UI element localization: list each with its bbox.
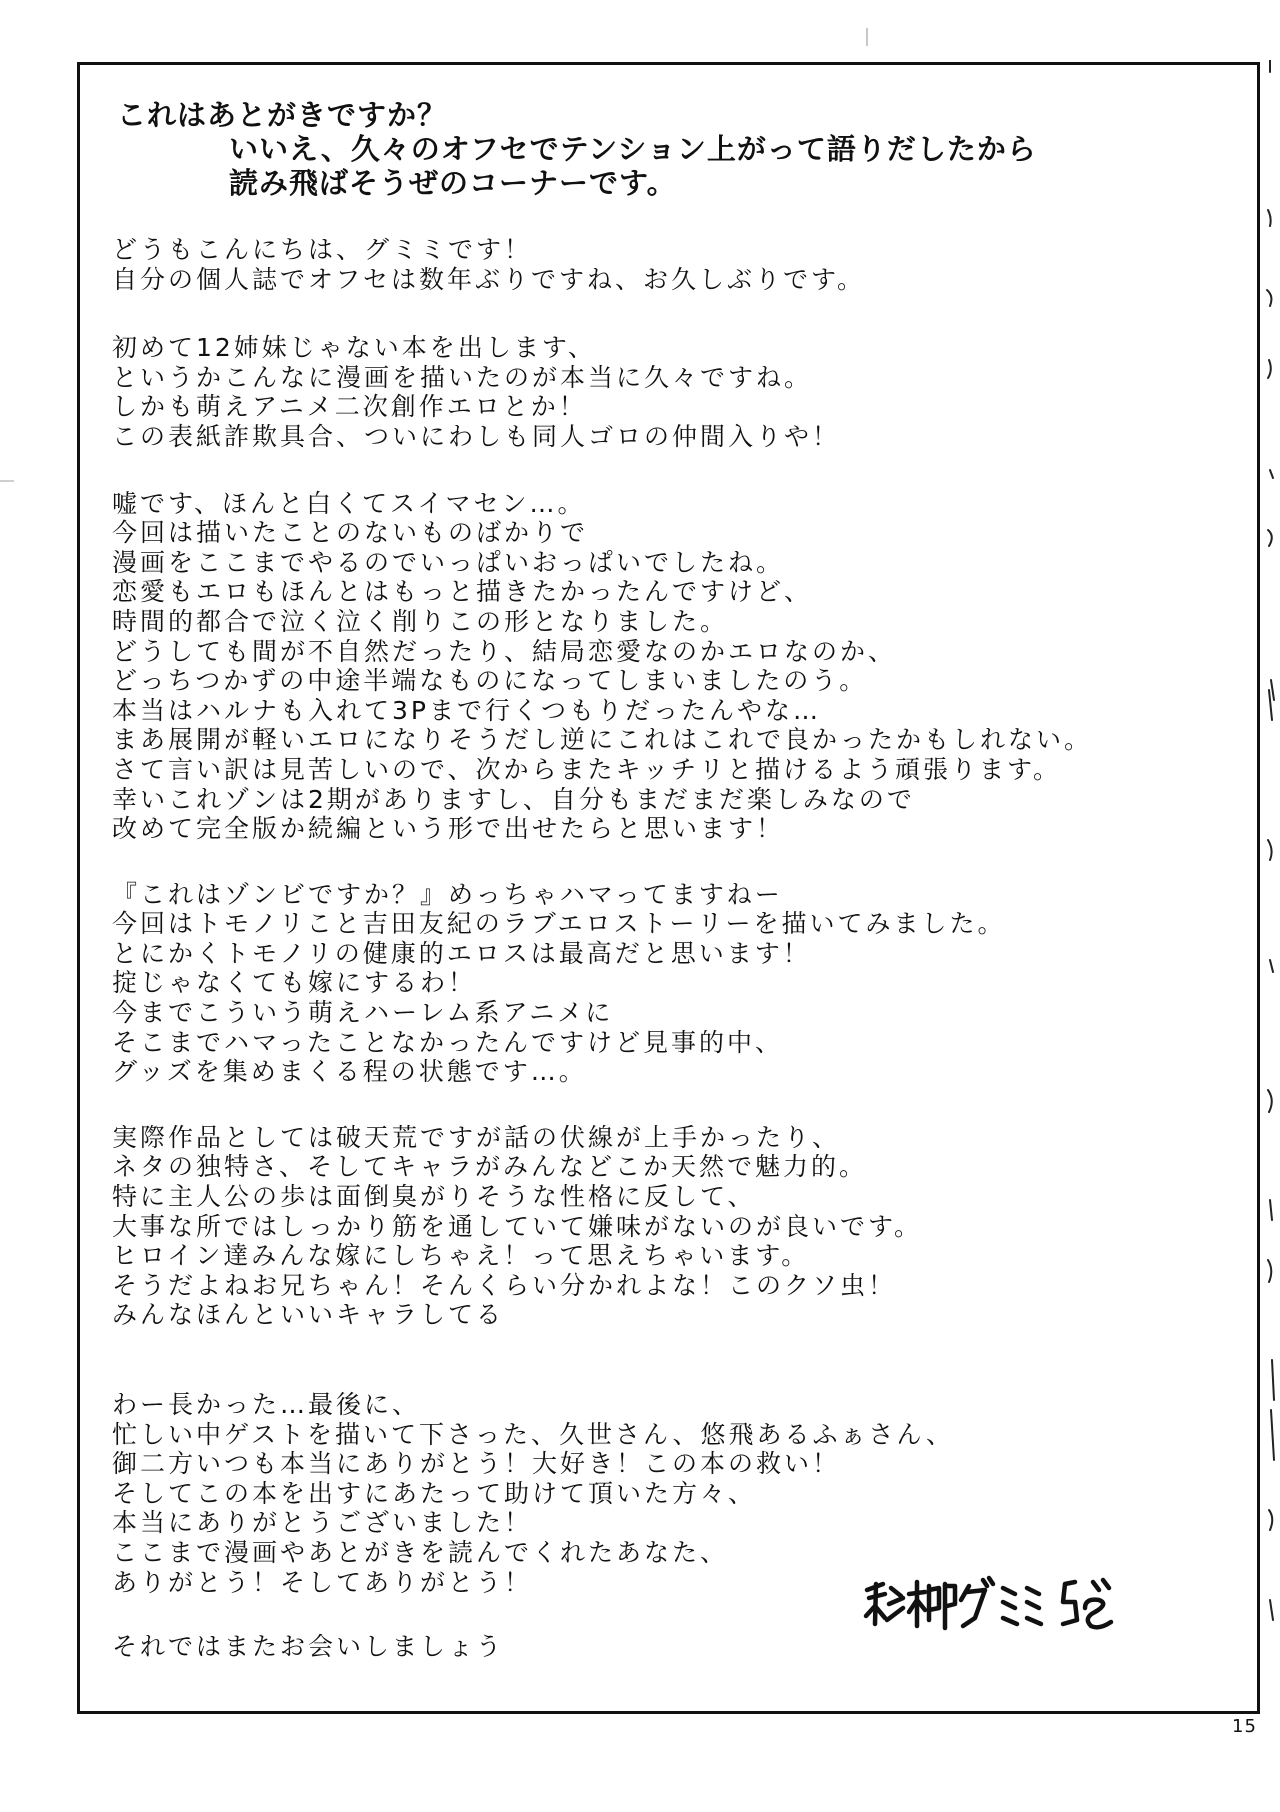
text-line: 特に主人公の歩は面倒臭がりそうな性格に反して、 xyxy=(112,1182,756,1212)
text-line: 今回はトモノリこと吉田友紀のラブエロストーリーを描いてみました。 xyxy=(112,909,1006,939)
text-line: 今回は描いたことのないものばかりで xyxy=(112,518,589,548)
scan-margin-marks xyxy=(1262,60,1280,1740)
text-line: それではまたお会いしましょう xyxy=(112,1632,505,1662)
author-signature xyxy=(863,1568,1143,1638)
text-line: 恋愛もエロもほんとはもっと描きたかったんですけど、 xyxy=(112,577,813,607)
text-line: 本当にありがとうございました！ xyxy=(112,1508,533,1538)
afterword-heading xyxy=(117,98,1037,200)
text-line: 忙しい中ゲストを描いて下さった、久世さん、悠飛あるふぁさん、 xyxy=(112,1419,955,1449)
text-line: 『これはゾンビですか？』めっちゃハマってますねー xyxy=(112,879,783,909)
paragraph-series-review xyxy=(112,1123,1092,1330)
text-line: ここまで漫画やあとがきを読んでくれたあなた、 xyxy=(112,1537,729,1567)
text-line: グッズを集めまくる程の状態です…。 xyxy=(112,1057,587,1087)
paragraph-thanks xyxy=(112,1390,1092,1597)
text-line: 掟じゃなくても嫁にするわ！ xyxy=(112,968,477,998)
text-line: 実際作品としては破天荒ですが話の伏線が上手かったり、 xyxy=(112,1122,841,1152)
text-line: 幸いこれゾンは2期がありますし、自分もまだまだ楽しみなので xyxy=(112,784,915,814)
heading-line-2: いいえ、久々のオフセでテンション上がって語りだしたから xyxy=(229,132,1037,166)
text-line: そこまでハマったことなかったんですけど見事的中、 xyxy=(112,1027,784,1057)
scan-mark-left xyxy=(0,480,14,482)
text-line: 大事な所ではしっかり筋を通していて嫌味がないのが良いです。 xyxy=(112,1211,923,1241)
text-line: どっちつかずの中途半端なものになってしまいましたのう。 xyxy=(112,666,868,696)
text-line: 漫画をここまでやるのでいっぱいおっぱいでしたね。 xyxy=(112,547,785,577)
text-line: どうしても間が不自然だったり、結局恋愛なのかエロなのか、 xyxy=(112,636,897,666)
paragraph-greeting xyxy=(112,235,1092,294)
paragraph-intro xyxy=(112,333,1092,451)
heading-line-3: 読み飛ばそうぜのコーナーです。 xyxy=(229,166,677,200)
text-line: ヒロイン達みんな嫁にしちゃえ！って思えちゃいます。 xyxy=(112,1241,810,1271)
text-line: みんなほんといいキャラしてる xyxy=(112,1300,505,1330)
text-line: まあ展開が軽いエロになりそうだし逆にこれはこれで良かったかもしれない。 xyxy=(112,725,1093,755)
heading-line-1: これはあとがきですか？ xyxy=(117,98,448,132)
scan-mark-top xyxy=(866,28,868,46)
text-line: ありがとう！そしてありがとう！ xyxy=(112,1567,533,1597)
text-line: というかこんなに漫画を描いたのが本当に久々ですね。 xyxy=(112,362,813,392)
text-line: 御二方いつも本当にありがとう！大好き！この本の救い！ xyxy=(112,1449,841,1479)
text-line: そうだよねお兄ちゃん！そんくらい分かれよな！このクソ虫！ xyxy=(112,1270,897,1300)
text-line: わー長かった…最後に、 xyxy=(112,1390,421,1419)
paragraph-making-of xyxy=(112,489,1092,844)
text-line: どうもこんにちは、グミミです！ xyxy=(112,235,533,264)
text-line: 嘘です、ほんと白くてスイマセン…。 xyxy=(112,488,586,518)
text-line: 本当はハルナも入れて3Pまで行くつもりだったんやな… xyxy=(112,695,821,725)
text-line: 自分の個人誌でオフセは数年ぶりですね、お久しぶりです。 xyxy=(112,264,866,294)
text-line: そしてこの本を出すにあたって助けて頂いた方々、 xyxy=(112,1478,757,1508)
text-line: さて言い訳は見苦しいので、次からまたキッチリと描けるよう頑張ります。 xyxy=(112,754,1062,784)
paragraph-series-love xyxy=(112,880,1092,1087)
text-line: 初めて12姉妹じゃない本を出します、 xyxy=(112,333,596,363)
text-line: しかも萌えアニメ二次創作エロとか！ xyxy=(112,392,587,422)
text-line: この表紙詐欺具合、ついにわしも同人ゴロの仲間入りや！ xyxy=(112,421,841,451)
text-line: ネタの独特さ、そしてキャラがみんなどこか天然で魅力的。 xyxy=(112,1152,868,1182)
text-line: 今までこういう萌えハーレム系アニメに xyxy=(112,998,614,1028)
page-number: 15 xyxy=(1232,1716,1257,1737)
afterword-body xyxy=(112,235,1092,1662)
signature-handwriting xyxy=(863,1568,1143,1638)
text-line: 時間的都合で泣く泣く削りこの形となりました。 xyxy=(112,606,729,636)
text-line: 改めて完全版か続編という形で出せたらと思います！ xyxy=(112,814,785,844)
text-line: とにかくトモノリの健康的エロスは最高だと思います！ xyxy=(112,938,811,968)
